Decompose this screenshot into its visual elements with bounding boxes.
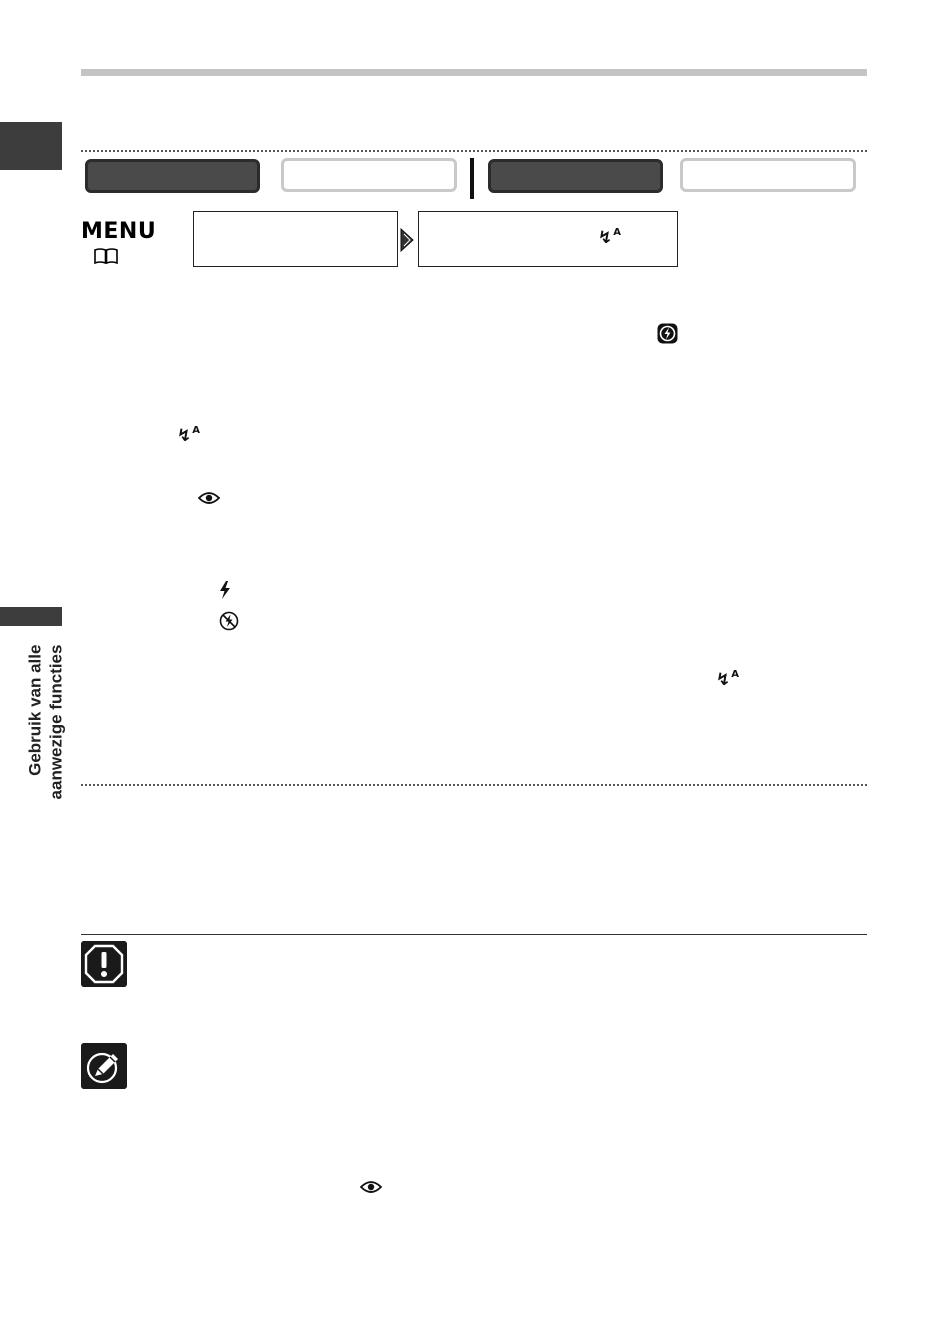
flash-circle-icon <box>657 323 678 344</box>
caution-icon <box>81 941 127 987</box>
side-label-line-1: Gebruik van alle <box>25 644 44 776</box>
mode-indicator-3 <box>488 159 663 193</box>
book-icon <box>93 247 119 265</box>
side-label-line-2: aanwezige functies <box>46 644 65 800</box>
flash-auto-inline-icon: ↯$^A$ <box>716 669 739 690</box>
flash-on-icon <box>218 580 232 600</box>
chapter-tab-marker <box>0 122 62 170</box>
notes-rule <box>81 934 867 935</box>
mode-indicator-1 <box>85 159 260 193</box>
section-tab-marker <box>0 607 62 626</box>
red-eye-note-icon <box>360 1179 382 1195</box>
dotted-rule-top <box>81 150 867 152</box>
top-rule <box>81 69 867 76</box>
flash-auto-list-icon: ↯$^A$ <box>177 425 200 446</box>
mode-separator <box>470 158 474 199</box>
side-section-label <box>20 637 70 807</box>
menu-path-box-2 <box>418 211 678 267</box>
flash-off-icon <box>219 611 239 631</box>
note-pencil-icon <box>81 1043 127 1089</box>
menu-arrow-icon <box>399 228 415 252</box>
mode-indicator-2 <box>281 158 457 192</box>
menu-path-box-1 <box>193 211 398 267</box>
flash-auto-icon: ↯$^A$ <box>598 227 621 248</box>
mode-indicator-4 <box>680 158 856 192</box>
dotted-rule-bottom <box>81 784 867 786</box>
red-eye-icon <box>198 490 220 506</box>
menu-logo: MENU <box>81 219 157 244</box>
